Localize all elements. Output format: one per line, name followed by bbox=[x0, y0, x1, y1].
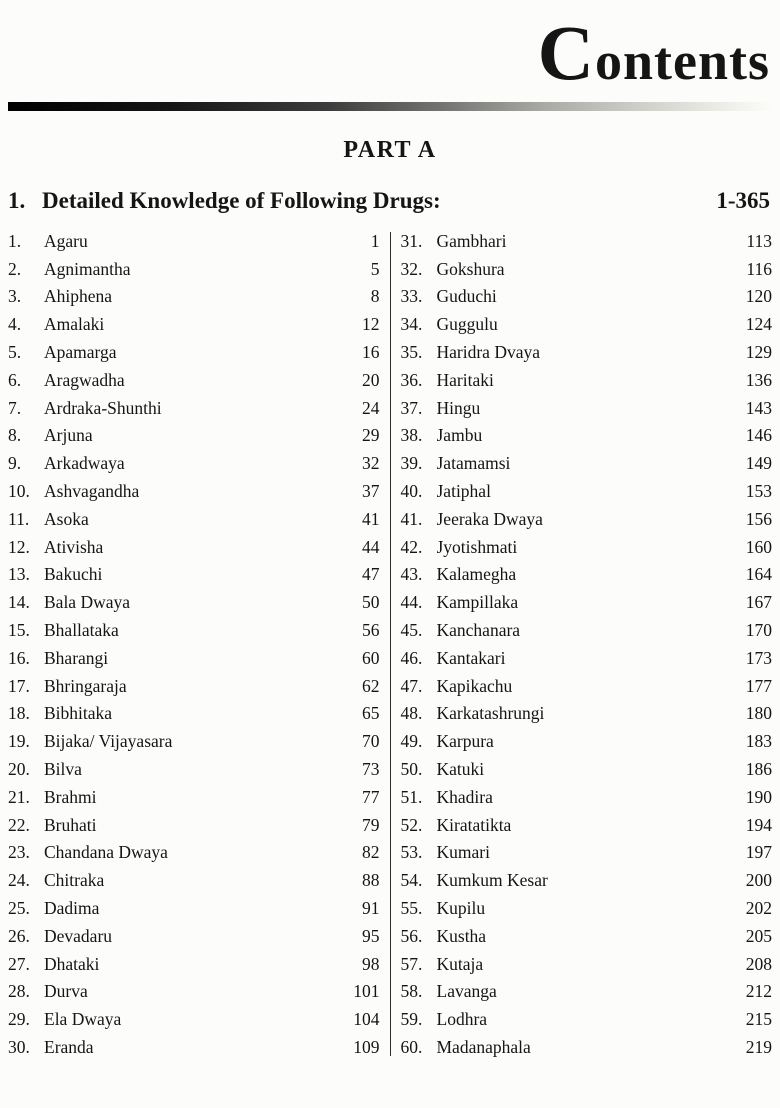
toc-entry-name: Hingu bbox=[436, 397, 481, 418]
toc-row bbox=[8, 1034, 380, 1062]
toc-entry-name: Bibhitaka bbox=[44, 703, 113, 724]
toc-entry-number: 24. bbox=[8, 870, 30, 891]
toc-row bbox=[401, 339, 773, 367]
toc-entry-name: Ativisha bbox=[44, 536, 104, 557]
toc-entry-name: Kustha bbox=[436, 925, 487, 946]
toc-entry-name: Haridra Dvaya bbox=[436, 342, 540, 363]
toc-row bbox=[401, 645, 773, 673]
toc-entry-page: 200 bbox=[745, 870, 772, 891]
toc-columns bbox=[8, 228, 772, 1062]
toc-entry-page: 160 bbox=[745, 536, 772, 557]
toc-row bbox=[8, 700, 380, 728]
toc-row bbox=[8, 951, 380, 979]
toc-entry-page: 101 bbox=[353, 981, 380, 1002]
toc-entry-number: 60. bbox=[400, 1037, 423, 1057]
toc-entry-page: 77 bbox=[362, 786, 380, 807]
toc-row bbox=[401, 812, 773, 840]
toc-entry-number: 16. bbox=[8, 647, 30, 668]
toc-entry-name: Gokshura bbox=[436, 258, 505, 279]
toc-entry-number: 32. bbox=[400, 258, 423, 279]
toc-entry-page: 120 bbox=[745, 286, 772, 307]
page-title: Contents bbox=[537, 9, 770, 96]
section-number: 1. bbox=[8, 187, 26, 213]
toc-entry-number: 17. bbox=[8, 675, 30, 696]
toc-row bbox=[401, 951, 773, 979]
toc-row bbox=[401, 784, 773, 812]
toc-row bbox=[8, 506, 380, 534]
toc-entry-number: 25. bbox=[8, 898, 30, 919]
toc-entry-page: 47 bbox=[362, 564, 380, 585]
toc-entry-name: Agnimantha bbox=[44, 258, 131, 279]
toc-entry-name: Katuki bbox=[436, 759, 485, 780]
toc-entry-page: 156 bbox=[745, 508, 772, 529]
toc-entry-name: Dhataki bbox=[44, 953, 100, 974]
toc-row bbox=[8, 756, 380, 784]
toc-entry-number: 28. bbox=[8, 981, 30, 1002]
toc-entry-page: 60 bbox=[362, 647, 380, 668]
toc-entry-name: Kantakari bbox=[436, 647, 506, 668]
toc-entry-number: 26. bbox=[8, 925, 30, 946]
toc-entry-page: 202 bbox=[745, 898, 772, 919]
toc-entry-number: 46. bbox=[400, 647, 423, 668]
toc-row bbox=[401, 700, 773, 728]
toc-entry-page: 129 bbox=[745, 342, 772, 363]
toc-row bbox=[8, 784, 380, 812]
toc-column-right bbox=[391, 228, 773, 1062]
section-page-range: 1-365 bbox=[716, 187, 770, 213]
toc-row bbox=[8, 1006, 380, 1034]
toc-entry-number: 52. bbox=[400, 814, 423, 835]
toc-entry-number: 34. bbox=[400, 314, 423, 335]
toc-entry-page: 79 bbox=[362, 814, 380, 835]
toc-entry-name: Ela Dwaya bbox=[44, 1009, 122, 1030]
toc-entry-name: Kupilu bbox=[436, 898, 486, 919]
toc-entry-number: 53. bbox=[400, 842, 423, 863]
toc-entry-name: Bijaka/ Vijayasara bbox=[44, 731, 173, 752]
toc-entry-number: 31. bbox=[400, 230, 423, 251]
toc-entry-number: 4. bbox=[8, 314, 22, 335]
toc-row bbox=[8, 339, 380, 367]
toc-entry-page: 62 bbox=[362, 675, 380, 696]
toc-row bbox=[401, 478, 773, 506]
toc-entry-page: 149 bbox=[745, 453, 772, 474]
toc-entry-number: 54. bbox=[400, 870, 423, 891]
toc-row bbox=[401, 673, 773, 701]
toc-entry-name: Kutaja bbox=[436, 953, 484, 974]
toc-entry-number: 6. bbox=[8, 369, 22, 390]
toc-entry-number: 56. bbox=[400, 925, 423, 946]
toc-entry-number: 40. bbox=[400, 481, 423, 502]
toc-entry-number: 23. bbox=[8, 842, 30, 863]
toc-row bbox=[401, 1034, 773, 1062]
toc-entry-number: 21. bbox=[8, 786, 30, 807]
part-heading: PART A bbox=[343, 136, 437, 163]
toc-row bbox=[401, 728, 773, 756]
toc-row bbox=[401, 422, 773, 450]
toc-entry-name: Jatiphal bbox=[436, 481, 491, 502]
toc-entry-name: Brahmi bbox=[44, 786, 97, 807]
toc-entry-number: 44. bbox=[400, 592, 423, 613]
toc-entry-page: 24 bbox=[362, 397, 380, 418]
toc-entry-name: Chandana Dwaya bbox=[44, 842, 168, 863]
toc-entry-page: 116 bbox=[746, 258, 772, 279]
toc-entry-number: 11. bbox=[8, 508, 30, 529]
toc-entry-number: 7. bbox=[8, 397, 22, 418]
toc-entry-number: 48. bbox=[400, 703, 423, 724]
toc-entry-name: Karkatashrungi bbox=[436, 703, 545, 724]
toc-row bbox=[401, 1006, 773, 1034]
toc-entry-page: 91 bbox=[362, 898, 380, 919]
toc-row bbox=[401, 283, 773, 311]
toc-entry-name: Aragwadha bbox=[44, 369, 125, 390]
toc-entry-number: 36. bbox=[400, 369, 423, 390]
toc-row bbox=[8, 728, 380, 756]
toc-entry-page: 113 bbox=[746, 230, 772, 251]
toc-row bbox=[8, 617, 380, 645]
toc-entry-name: Devadaru bbox=[44, 925, 113, 946]
toc-entry-name: Kiratatikta bbox=[436, 814, 512, 835]
toc-row bbox=[8, 673, 380, 701]
toc-entry-page: 180 bbox=[745, 703, 772, 724]
toc-entry-page: 183 bbox=[745, 731, 772, 752]
toc-row bbox=[8, 645, 380, 673]
toc-row bbox=[401, 311, 773, 339]
toc-row bbox=[401, 561, 773, 589]
toc-row bbox=[401, 978, 773, 1006]
toc-entry-page: 194 bbox=[745, 814, 772, 835]
section-title: Detailed Knowledge of Following Drugs: bbox=[42, 187, 441, 213]
toc-entry-page: 44 bbox=[362, 536, 380, 557]
toc-entry-name: Kalamegha bbox=[436, 564, 517, 585]
toc-entry-number: 30. bbox=[8, 1037, 30, 1057]
toc-entry-name: Bhringaraja bbox=[44, 675, 127, 696]
toc-entry-number: 12. bbox=[8, 536, 30, 557]
toc-row bbox=[401, 534, 773, 562]
toc-entry-name: Guggulu bbox=[436, 314, 498, 335]
toc-entry-name: Jambu bbox=[436, 425, 483, 446]
toc-entry-page: 153 bbox=[745, 481, 772, 502]
toc-entry-page: 143 bbox=[745, 397, 772, 418]
toc-entry-page: 197 bbox=[745, 842, 772, 863]
toc-entry-page: 88 bbox=[362, 870, 380, 891]
toc-entry-page: 50 bbox=[362, 592, 380, 613]
toc-entry-name: Kumkum Kesar bbox=[436, 870, 548, 891]
toc-entry-page: 16 bbox=[362, 342, 380, 363]
toc-row bbox=[8, 923, 380, 951]
toc-row bbox=[401, 839, 773, 867]
toc-row bbox=[8, 561, 380, 589]
toc-entry-number: 39. bbox=[400, 453, 423, 474]
toc-entry-name: Guduchi bbox=[436, 286, 497, 307]
toc-entry-page: 1 bbox=[370, 230, 380, 251]
toc-column-left bbox=[8, 228, 390, 1062]
toc-row bbox=[8, 311, 380, 339]
toc-entry-name: Karpura bbox=[436, 731, 494, 752]
toc-entry-page: 32 bbox=[362, 453, 380, 474]
toc-entry-number: 35. bbox=[400, 342, 423, 363]
toc-entry-number: 29. bbox=[8, 1009, 30, 1030]
toc-entry-page: 12 bbox=[362, 314, 380, 335]
toc-entry-name: Arjuna bbox=[44, 425, 93, 446]
toc-entry-name: Bilva bbox=[44, 759, 82, 780]
toc-row bbox=[8, 228, 380, 256]
toc-entry-page: 98 bbox=[362, 953, 380, 974]
toc-entry-number: 10. bbox=[8, 481, 30, 502]
toc-entry-name: Khadira bbox=[436, 786, 493, 807]
toc-entry-page: 170 bbox=[745, 620, 772, 641]
toc-entry-page: 219 bbox=[745, 1037, 772, 1057]
toc-entry-number: 19. bbox=[8, 731, 30, 752]
toc-entry-number: 2. bbox=[8, 258, 22, 279]
toc-entry-number: 49. bbox=[400, 731, 423, 752]
toc-entry-number: 1. bbox=[8, 230, 22, 251]
toc-entry-number: 58. bbox=[400, 981, 423, 1002]
toc-entry-page: 109 bbox=[353, 1037, 380, 1057]
toc-entry-name: Durva bbox=[44, 981, 88, 1002]
toc-entry-name: Chitraka bbox=[44, 870, 105, 891]
toc-entry-number: 20. bbox=[8, 759, 30, 780]
toc-entry-name: Kumari bbox=[436, 842, 490, 863]
toc-entry-name: Jeeraka Dwaya bbox=[436, 508, 543, 529]
toc-entry-number: 27. bbox=[8, 953, 30, 974]
toc-entry-number: 18. bbox=[8, 703, 30, 724]
toc-row bbox=[8, 867, 380, 895]
toc-entry-number: 50. bbox=[400, 759, 423, 780]
toc-row bbox=[8, 839, 380, 867]
toc-entry-page: 167 bbox=[745, 592, 772, 613]
section-heading bbox=[8, 188, 772, 214]
toc-entry-page: 20 bbox=[362, 369, 380, 390]
toc-entry-number: 55. bbox=[400, 898, 423, 919]
toc-entry-number: 41. bbox=[400, 508, 423, 529]
toc-entry-page: 215 bbox=[745, 1009, 772, 1030]
toc-entry-name: Eranda bbox=[44, 1037, 94, 1057]
toc-row bbox=[401, 256, 773, 284]
toc-entry-number: 37. bbox=[400, 397, 423, 418]
toc-entry-number: 45. bbox=[400, 620, 423, 641]
toc-entry-page: 208 bbox=[745, 953, 772, 974]
toc-entry-number: 22. bbox=[8, 814, 30, 835]
toc-entry-name: Madanaphala bbox=[436, 1037, 531, 1057]
toc-entry-name: Kampillaka bbox=[436, 592, 519, 613]
toc-row bbox=[401, 228, 773, 256]
toc-row bbox=[8, 478, 380, 506]
toc-row bbox=[8, 534, 380, 562]
toc-row bbox=[8, 450, 380, 478]
toc-entry-page: 212 bbox=[745, 981, 772, 1002]
toc-entry-page: 95 bbox=[362, 925, 380, 946]
toc-entry-page: 104 bbox=[353, 1009, 380, 1030]
toc-entry-page: 70 bbox=[362, 731, 380, 752]
toc-entry-name: Haritaki bbox=[436, 369, 494, 390]
toc-row bbox=[401, 756, 773, 784]
toc-entry-page: 136 bbox=[745, 369, 772, 390]
toc-entry-page: 146 bbox=[745, 425, 772, 446]
toc-entry-name: Lavanga bbox=[436, 981, 497, 1002]
toc-row bbox=[401, 506, 773, 534]
toc-entry-name: Kapikachu bbox=[436, 675, 513, 696]
toc-entry-page: 8 bbox=[370, 286, 380, 307]
toc-entry-name: Bala Dwaya bbox=[44, 592, 131, 613]
toc-entry-number: 47. bbox=[400, 675, 423, 696]
toc-entry-page: 173 bbox=[745, 647, 772, 668]
toc-entry-name: Bakuchi bbox=[44, 564, 103, 585]
toc-entry-name: Gambhari bbox=[436, 230, 507, 251]
toc-row bbox=[401, 450, 773, 478]
toc-row bbox=[8, 589, 380, 617]
toc-row bbox=[8, 395, 380, 423]
toc-entry-number: 59. bbox=[400, 1009, 423, 1030]
toc-entry-page: 177 bbox=[745, 675, 772, 696]
toc-entry-number: 57. bbox=[400, 953, 423, 974]
toc-entry-page: 41 bbox=[362, 508, 380, 529]
toc-entry-name: Lodhra bbox=[436, 1009, 488, 1030]
toc-row bbox=[8, 283, 380, 311]
toc-entry-page: 73 bbox=[362, 759, 380, 780]
toc-entry-name: Bharangi bbox=[44, 647, 109, 668]
toc-entry-name: Bruhati bbox=[44, 814, 97, 835]
toc-entry-page: 205 bbox=[745, 925, 772, 946]
toc-entry-number: 43. bbox=[400, 564, 423, 585]
toc-entry-name: Bhallataka bbox=[44, 620, 119, 641]
toc-entry-name: Dadima bbox=[44, 898, 100, 919]
toc-entry-number: 38. bbox=[400, 425, 423, 446]
toc-entry-page: 186 bbox=[745, 759, 772, 780]
toc-entry-page: 124 bbox=[745, 314, 772, 335]
toc-entry-number: 13. bbox=[8, 564, 30, 585]
toc-entry-page: 29 bbox=[362, 425, 380, 446]
toc-entry-page: 65 bbox=[362, 703, 380, 724]
toc-entry-number: 15. bbox=[8, 620, 30, 641]
toc-entry-page: 5 bbox=[370, 258, 380, 279]
toc-entry-number: 5. bbox=[8, 342, 22, 363]
toc-entry-name: Asoka bbox=[44, 508, 89, 529]
toc-row bbox=[8, 812, 380, 840]
toc-entry-number: 9. bbox=[8, 453, 22, 474]
toc-entry-name: Agaru bbox=[44, 230, 88, 251]
toc-entry-name: Ahiphena bbox=[44, 286, 113, 307]
toc-row bbox=[401, 895, 773, 923]
toc-entry-page: 56 bbox=[362, 620, 380, 641]
toc-entry-name: Ashvagandha bbox=[44, 481, 140, 502]
toc-entry-number: 3. bbox=[8, 286, 22, 307]
toc-row bbox=[401, 367, 773, 395]
toc-entry-name: Arkadwaya bbox=[44, 453, 125, 474]
toc-row bbox=[8, 978, 380, 1006]
toc-entry-page: 37 bbox=[362, 481, 380, 502]
toc-row bbox=[401, 923, 773, 951]
toc-entry-name: Apamarga bbox=[44, 342, 117, 363]
decorative-gradient-rule bbox=[8, 102, 772, 111]
toc-entry-name: Jyotishmati bbox=[436, 536, 518, 557]
toc-row bbox=[8, 367, 380, 395]
section-heading-left bbox=[8, 188, 441, 214]
toc-entry-page: 164 bbox=[745, 564, 772, 585]
toc-entry-number: 33. bbox=[400, 286, 423, 307]
toc-row bbox=[8, 422, 380, 450]
toc-entry-page: 190 bbox=[745, 786, 772, 807]
toc-entry-number: 42. bbox=[400, 536, 423, 557]
toc-entry-number: 8. bbox=[8, 425, 22, 446]
toc-entry-name: Ardraka-Shunthi bbox=[44, 397, 162, 418]
toc-entry-name: Kanchanara bbox=[436, 620, 521, 641]
toc-entry-name: Jatamamsi bbox=[436, 453, 511, 474]
toc-row bbox=[8, 895, 380, 923]
toc-entry-number: 14. bbox=[8, 592, 30, 613]
toc-entry-number: 51. bbox=[400, 786, 423, 807]
toc-row bbox=[401, 617, 773, 645]
toc-row bbox=[401, 395, 773, 423]
toc-row bbox=[401, 867, 773, 895]
toc-row bbox=[8, 256, 380, 284]
toc-entry-page: 82 bbox=[362, 842, 380, 863]
toc-row bbox=[401, 589, 773, 617]
toc-entry-name: Amalaki bbox=[44, 314, 105, 335]
